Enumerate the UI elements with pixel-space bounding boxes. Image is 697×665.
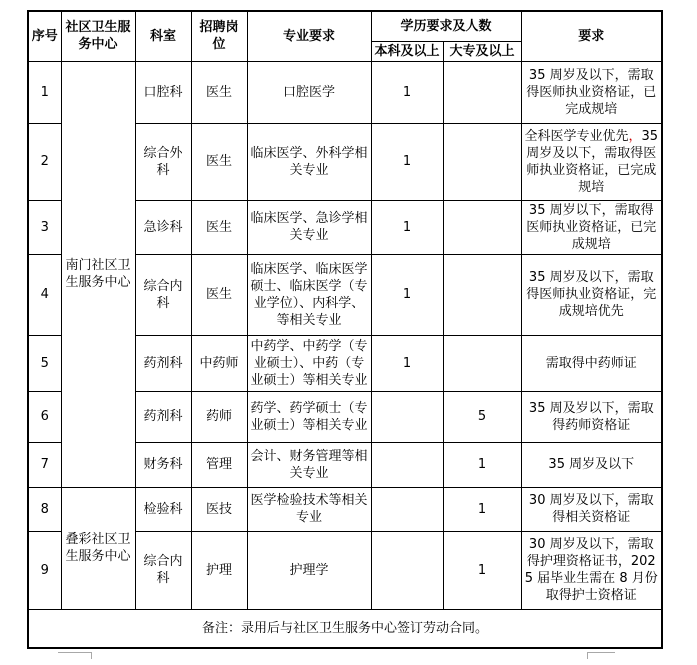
cell-major: 临床医学、临床医学硕士、临床医学（专业学位）、内科学、等相关专业: [247, 254, 371, 335]
cell-requirement: 30 周岁及以下，需取得护理资格证书，2025 届毕业生需在 8 月份取得护士资格证: [521, 531, 662, 609]
cell-post: 医生: [191, 254, 247, 335]
cell-dept: 药剂科: [135, 335, 191, 391]
cell-major: 药学、药学硕士（专业硕士）等相关专业: [247, 391, 371, 442]
cell-college-count: [443, 61, 521, 123]
cell-bachelor-count: [371, 442, 443, 487]
col-header-req: 要求: [521, 11, 662, 61]
cell-requirement: 35 周岁以下，需取得医师执业资格证，已完成规培: [521, 200, 662, 254]
cell-post: 管理: [191, 442, 247, 487]
cell-seq: 3: [28, 200, 61, 254]
cell-college-count: 1: [443, 487, 521, 531]
cell-bachelor-count: [371, 391, 443, 442]
cell-requirement: 35 周岁及以下，需取得医师执业资格证，已完成规培: [521, 61, 662, 123]
cell-seq: 1: [28, 61, 61, 123]
col-header-major: 专业要求: [247, 11, 371, 61]
cell-major: 临床医学、外科学相关专业: [247, 123, 371, 200]
cell-post: 医生: [191, 200, 247, 254]
cell-center-nanmen: 南门社区卫生服务中心: [61, 61, 135, 487]
cell-college-count: [443, 254, 521, 335]
table-handle-artifact-right: [587, 652, 615, 659]
cell-college-count: [443, 123, 521, 200]
col-header-edu-college: 大专及以上: [443, 41, 521, 61]
header-row-1: [28, 11, 662, 41]
cell-college-count: 1: [443, 442, 521, 487]
cell-bachelor-count: [371, 531, 443, 609]
cell-requirement: 35 周岁及以下，需取得医师执业资格证，完成规培优先: [521, 254, 662, 335]
cell-dept: 综合外科: [135, 123, 191, 200]
cell-college-count: [443, 335, 521, 391]
cell-bachelor-count: 1: [371, 254, 443, 335]
table-row: [28, 61, 662, 123]
cell-dept: 财务科: [135, 442, 191, 487]
col-header-center: 社区卫生服务中心: [61, 11, 135, 61]
cell-seq: 6: [28, 391, 61, 442]
cell-major: 医学检验技术等相关专业: [247, 487, 371, 531]
cell-requirement: [521, 123, 662, 200]
cell-bachelor-count: 1: [371, 123, 443, 200]
table-handle-artifact-left: [58, 652, 92, 659]
cell-bachelor-count: 1: [371, 61, 443, 123]
cell-bachelor-count: 1: [371, 200, 443, 254]
cell-dept: 急诊科: [135, 200, 191, 254]
cell-bachelor-count: [371, 487, 443, 531]
cell-requirement: 需取得中药师证: [521, 335, 662, 391]
cell-major: 口腔医学: [247, 61, 371, 123]
cell-major: 会计、财务管理等相关专业: [247, 442, 371, 487]
cell-bachelor-count: 1: [371, 335, 443, 391]
col-header-seq: 序号: [28, 11, 61, 61]
note-cell: 备注：录用后与社区卫生服务中心签订劳动合同。: [28, 609, 662, 648]
col-header-edu-bachelor: 本科及以上: [371, 41, 443, 61]
cell-post: 药师: [191, 391, 247, 442]
recruitment-table: [27, 10, 663, 649]
cell-seq: 4: [28, 254, 61, 335]
requirement-text: 35 周岁及以下，需取得医师执业资格证，已完成规培: [526, 128, 659, 195]
cell-major: 临床医学、急诊学相关专业: [247, 200, 371, 254]
cell-seq: 5: [28, 335, 61, 391]
col-header-dept: 科室: [135, 11, 191, 61]
cell-major: 护理学: [247, 531, 371, 609]
cell-post: 中药师: [191, 335, 247, 391]
cell-requirement: 30 周岁及以下，需取得相关资格证: [521, 487, 662, 531]
table-row: [28, 487, 662, 531]
cell-college-count: [443, 200, 521, 254]
cell-dept: 检验科: [135, 487, 191, 531]
cell-dept: 综合内科: [135, 254, 191, 335]
red-comma: ，: [628, 128, 642, 144]
requirement-text: 全科医学专业优先: [524, 128, 629, 144]
cell-dept: 药剂科: [135, 391, 191, 442]
cell-center-diecai: 叠彩社区卫生服务中心: [61, 487, 135, 609]
cell-requirement: 35 周及岁以下，需取得药师资格证: [521, 391, 662, 442]
cell-major: 中药学、中药学（专业硕士）、中药（专业硕士）等相关专业: [247, 335, 371, 391]
note-row: [28, 609, 662, 648]
cell-post: 医生: [191, 123, 247, 200]
cell-seq: 2: [28, 123, 61, 200]
cell-post: 医生: [191, 61, 247, 123]
cell-seq: 7: [28, 442, 61, 487]
cell-seq: 9: [28, 531, 61, 609]
cell-post: 护理: [191, 531, 247, 609]
cell-dept: 综合内科: [135, 531, 191, 609]
cell-college-count: 1: [443, 531, 521, 609]
cell-dept: 口腔科: [135, 61, 191, 123]
col-header-edu-group: 学历要求及人数: [371, 11, 521, 41]
cell-post: 医技: [191, 487, 247, 531]
cell-seq: 8: [28, 487, 61, 531]
col-header-post: 招聘岗位: [191, 11, 247, 61]
cell-requirement: 35 周岁及以下: [521, 442, 662, 487]
cell-college-count: 5: [443, 391, 521, 442]
